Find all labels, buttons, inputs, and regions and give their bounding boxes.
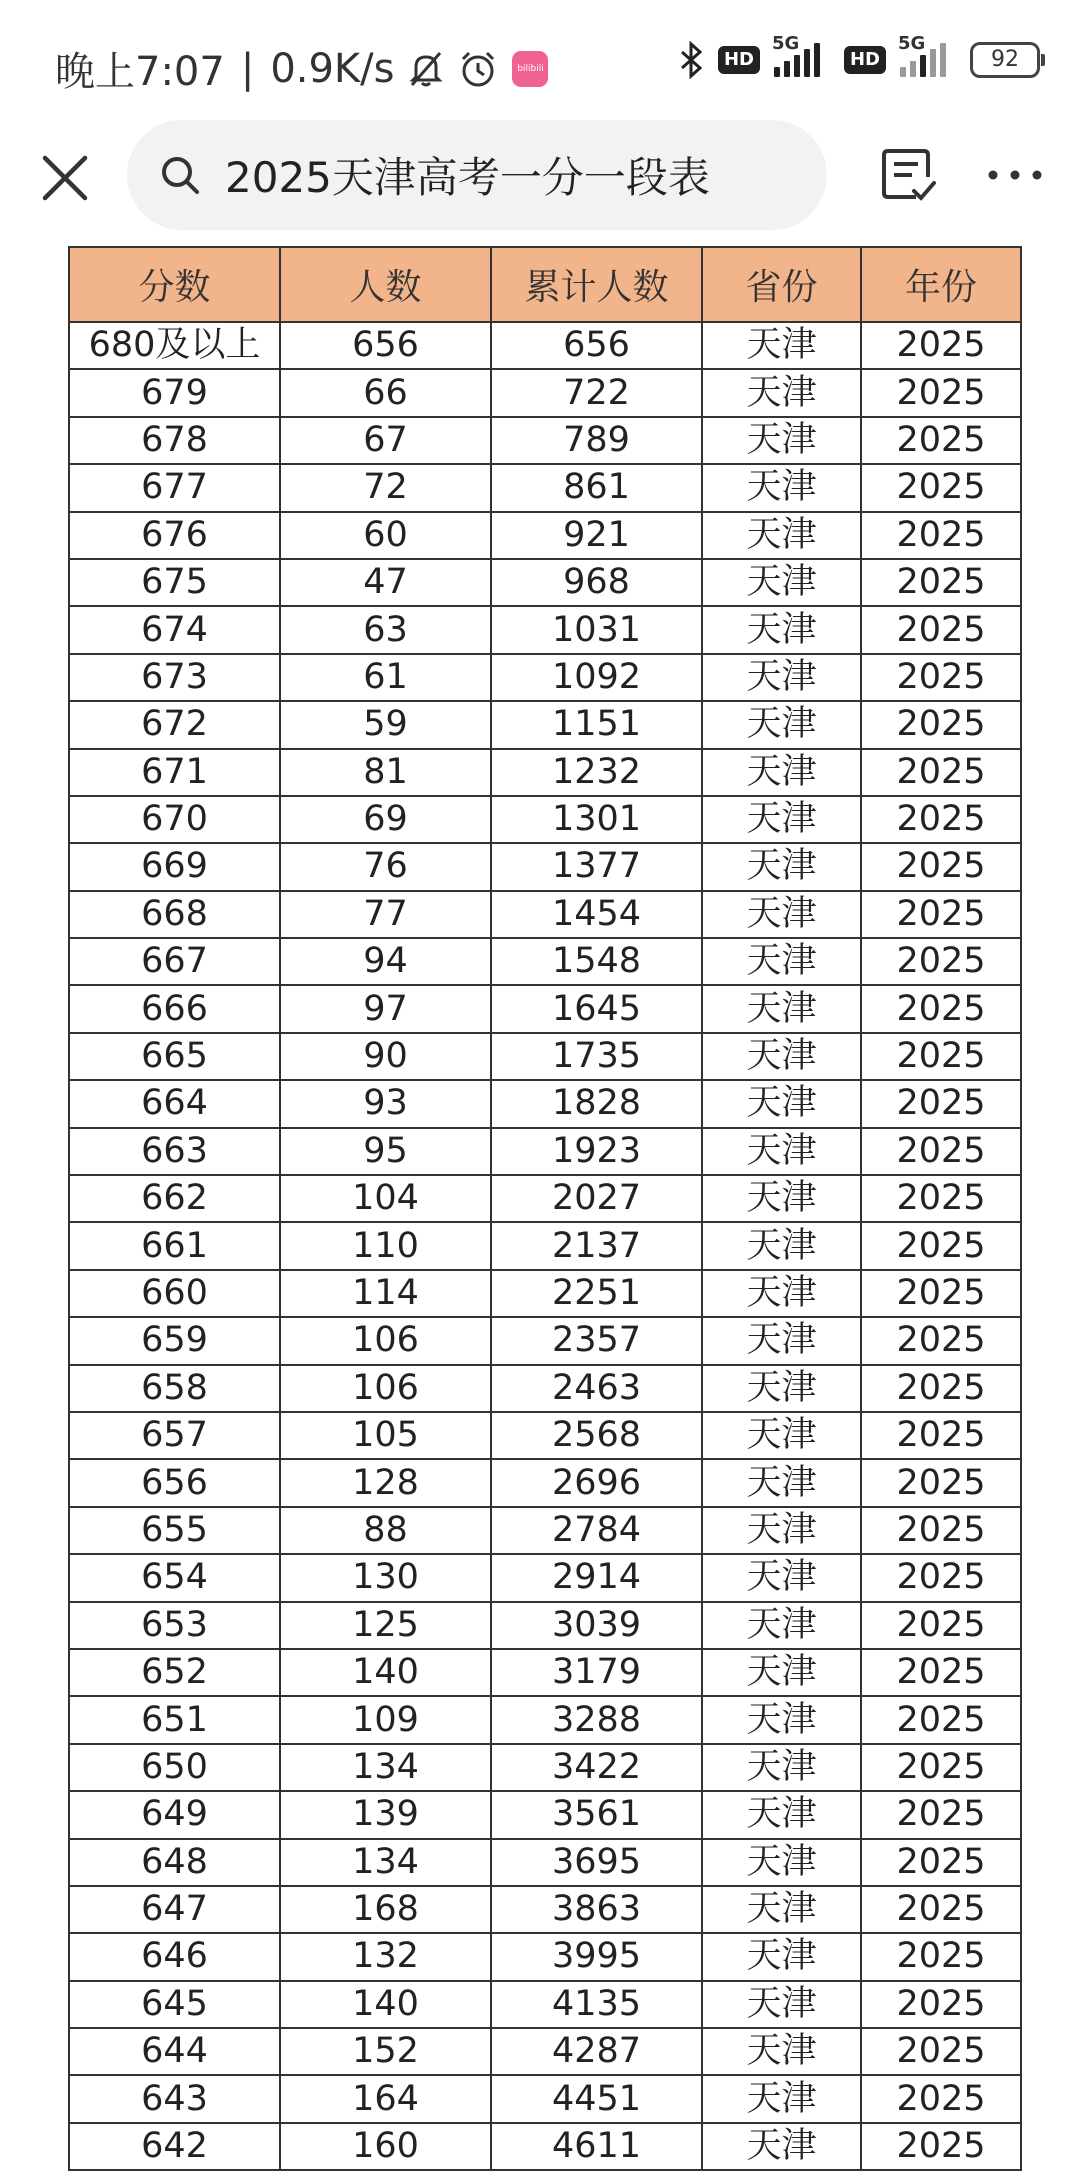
province-cell: 天津 <box>702 938 861 985</box>
cumulative-cell: 2137 <box>491 1222 702 1269</box>
score-cell: 646 <box>69 1933 280 1980</box>
table-row <box>69 1317 1021 1364</box>
status-net-speed: 0.9K/s <box>270 45 395 92</box>
score-cell: 655 <box>69 1507 280 1554</box>
province-cell: 天津 <box>702 559 861 606</box>
province-cell: 天津 <box>702 417 861 464</box>
count-cell: 94 <box>280 938 491 985</box>
province-cell: 天津 <box>702 1602 861 1649</box>
year-cell: 2025 <box>861 1933 1021 1980</box>
count-cell: 81 <box>280 749 491 796</box>
score-cell: 647 <box>69 1886 280 1933</box>
table-row <box>69 2123 1021 2170</box>
province-cell: 天津 <box>702 464 861 511</box>
score-cell: 662 <box>69 1175 280 1222</box>
close-icon[interactable] <box>35 148 95 208</box>
search-query[interactable]: 2025天津高考一分一段表 <box>225 153 710 202</box>
year-cell: 2025 <box>861 1981 1021 2028</box>
cumulative-cell: 1377 <box>491 843 702 890</box>
province-cell: 天津 <box>702 1270 861 1317</box>
province-cell: 天津 <box>702 1886 861 1933</box>
table-row <box>69 322 1021 369</box>
province-cell: 天津 <box>702 369 861 416</box>
year-cell: 2025 <box>861 1222 1021 1269</box>
score-cell: 644 <box>69 2028 280 2075</box>
year-cell: 2025 <box>861 1412 1021 1459</box>
year-cell: 2025 <box>861 464 1021 511</box>
cumulative-cell: 1232 <box>491 749 702 796</box>
count-cell: 656 <box>280 322 491 369</box>
year-cell: 2025 <box>861 1886 1021 1933</box>
table-row <box>69 938 1021 985</box>
score-cell: 676 <box>69 512 280 559</box>
count-cell: 72 <box>280 464 491 511</box>
score-cell: 665 <box>69 1033 280 1080</box>
cumulative-cell: 2784 <box>491 1507 702 1554</box>
hd-badge: HD <box>718 46 760 74</box>
score-cell: 664 <box>69 1080 280 1127</box>
count-cell: 47 <box>280 559 491 606</box>
score-cell: 663 <box>69 1128 280 1175</box>
year-cell: 2025 <box>861 1080 1021 1127</box>
count-cell: 105 <box>280 1412 491 1459</box>
year-cell: 2025 <box>861 2123 1021 2170</box>
score-cell: 673 <box>69 654 280 701</box>
count-cell: 77 <box>280 891 491 938</box>
province-cell: 天津 <box>702 1175 861 1222</box>
cumulative-cell: 1548 <box>491 938 702 985</box>
score-cell: 651 <box>69 1696 280 1743</box>
alarm-icon <box>458 49 498 89</box>
province-cell: 天津 <box>702 2123 861 2170</box>
score-cell: 653 <box>69 1602 280 1649</box>
count-cell: 134 <box>280 1839 491 1886</box>
bilibili-app-icon: bilibili <box>512 51 548 87</box>
province-cell: 天津 <box>702 796 861 843</box>
year-cell: 2025 <box>861 1744 1021 1791</box>
score-cell: 654 <box>69 1554 280 1601</box>
year-cell: 2025 <box>861 1602 1021 1649</box>
year-cell: 2025 <box>861 701 1021 748</box>
score-cell: 656 <box>69 1459 280 1506</box>
header-province: 省份 <box>702 247 861 322</box>
cumulative-cell: 1092 <box>491 654 702 701</box>
table-row <box>69 1744 1021 1791</box>
year-cell: 2025 <box>861 891 1021 938</box>
count-cell: 140 <box>280 1981 491 2028</box>
score-cell: 666 <box>69 985 280 1032</box>
count-cell: 93 <box>280 1080 491 1127</box>
table-row <box>69 1507 1021 1554</box>
year-cell: 2025 <box>861 1791 1021 1838</box>
cumulative-cell: 1454 <box>491 891 702 938</box>
table-row <box>69 1839 1021 1886</box>
table-row <box>69 1602 1021 1649</box>
year-cell: 2025 <box>861 1175 1021 1222</box>
province-cell: 天津 <box>702 1696 861 1743</box>
year-cell: 2025 <box>861 559 1021 606</box>
cumulative-cell: 921 <box>491 512 702 559</box>
more-options-icon[interactable] <box>985 160 1045 190</box>
province-cell: 天津 <box>702 749 861 796</box>
table-row <box>69 1412 1021 1459</box>
table-row <box>69 369 1021 416</box>
year-cell: 2025 <box>861 1033 1021 1080</box>
cumulative-cell: 1301 <box>491 796 702 843</box>
header-count: 人数 <box>280 247 491 322</box>
status-time: 晚上7:07 <box>55 49 225 95</box>
count-cell: 168 <box>280 1886 491 1933</box>
cumulative-cell: 968 <box>491 559 702 606</box>
cumulative-cell: 861 <box>491 464 702 511</box>
status-bar <box>0 0 1080 120</box>
table-row <box>69 749 1021 796</box>
province-cell: 天津 <box>702 1080 861 1127</box>
count-cell: 139 <box>280 1791 491 1838</box>
cumulative-cell: 4135 <box>491 1981 702 2028</box>
cumulative-cell: 4451 <box>491 2075 702 2122</box>
score-cell: 679 <box>69 369 280 416</box>
table-row <box>69 1933 1021 1980</box>
year-cell: 2025 <box>861 322 1021 369</box>
score-cell: 675 <box>69 559 280 606</box>
signal-strength-icon: 5G <box>774 43 830 77</box>
count-cell: 132 <box>280 1933 491 1980</box>
year-cell: 2025 <box>861 938 1021 985</box>
year-cell: 2025 <box>861 1459 1021 1506</box>
cumulative-cell: 2463 <box>491 1365 702 1412</box>
score-distribution-table <box>68 246 1022 2171</box>
cumulative-cell: 722 <box>491 369 702 416</box>
score-cell: 678 <box>69 417 280 464</box>
mute-bell-icon <box>408 49 444 89</box>
count-cell: 152 <box>280 2028 491 2075</box>
score-cell: 672 <box>69 701 280 748</box>
province-cell: 天津 <box>702 1033 861 1080</box>
battery-indicator: 92 <box>970 42 1040 78</box>
count-cell: 106 <box>280 1365 491 1412</box>
cumulative-cell: 1828 <box>491 1080 702 1127</box>
year-cell: 2025 <box>861 1839 1021 1886</box>
year-cell: 2025 <box>861 749 1021 796</box>
table-row <box>69 1128 1021 1175</box>
cumulative-cell: 2251 <box>491 1270 702 1317</box>
score-cell: 669 <box>69 843 280 890</box>
province-cell: 天津 <box>702 1507 861 1554</box>
count-cell: 134 <box>280 1744 491 1791</box>
cumulative-cell: 789 <box>491 417 702 464</box>
table-row <box>69 1649 1021 1696</box>
cumulative-cell: 3863 <box>491 1886 702 1933</box>
year-cell: 2025 <box>861 417 1021 464</box>
cumulative-cell: 1645 <box>491 985 702 1032</box>
table-row <box>69 1033 1021 1080</box>
province-cell: 天津 <box>702 1791 861 1838</box>
cumulative-cell: 2027 <box>491 1175 702 1222</box>
year-cell: 2025 <box>861 2028 1021 2075</box>
count-cell: 63 <box>280 606 491 653</box>
header-score: 分数 <box>69 247 280 322</box>
count-cell: 106 <box>280 1317 491 1364</box>
header-year: 年份 <box>861 247 1021 322</box>
search-icon <box>159 154 201 196</box>
score-cell: 659 <box>69 1317 280 1364</box>
province-cell: 天津 <box>702 1128 861 1175</box>
province-cell: 天津 <box>702 654 861 701</box>
province-cell: 天津 <box>702 512 861 559</box>
province-cell: 天津 <box>702 1412 861 1459</box>
cumulative-cell: 1923 <box>491 1128 702 1175</box>
count-cell: 67 <box>280 417 491 464</box>
score-table-container <box>68 246 1022 2171</box>
province-cell: 天津 <box>702 1744 861 1791</box>
score-cell: 645 <box>69 1981 280 2028</box>
score-cell: 650 <box>69 1744 280 1791</box>
cumulative-cell: 3039 <box>491 1602 702 1649</box>
table-row <box>69 512 1021 559</box>
year-cell: 2025 <box>861 654 1021 701</box>
table-row <box>69 796 1021 843</box>
count-cell: 125 <box>280 1602 491 1649</box>
year-cell: 2025 <box>861 985 1021 1032</box>
count-cell: 130 <box>280 1554 491 1601</box>
table-row <box>69 701 1021 748</box>
count-cell: 140 <box>280 1649 491 1696</box>
province-cell: 天津 <box>702 1981 861 2028</box>
province-cell: 天津 <box>702 1649 861 1696</box>
table-row <box>69 1365 1021 1412</box>
cumulative-cell: 1151 <box>491 701 702 748</box>
table-row <box>69 1080 1021 1127</box>
score-cell: 680及以上 <box>69 322 280 369</box>
count-cell: 66 <box>280 369 491 416</box>
table-row <box>69 2075 1021 2122</box>
table-header-row <box>69 247 1021 322</box>
status-separator: | <box>240 45 255 92</box>
count-cell: 95 <box>280 1128 491 1175</box>
search-input[interactable] <box>127 120 827 230</box>
table-row <box>69 1459 1021 1506</box>
count-cell: 69 <box>280 796 491 843</box>
table-row <box>69 843 1021 890</box>
count-cell: 97 <box>280 985 491 1032</box>
year-cell: 2025 <box>861 1649 1021 1696</box>
province-cell: 天津 <box>702 1222 861 1269</box>
signal-strength-icon-2: 5G <box>900 43 956 77</box>
table-row <box>69 606 1021 653</box>
cumulative-cell: 2357 <box>491 1317 702 1364</box>
cumulative-cell: 2914 <box>491 1554 702 1601</box>
table-row <box>69 2028 1021 2075</box>
table-row <box>69 1886 1021 1933</box>
document-check-icon[interactable] <box>880 147 936 207</box>
score-cell: 667 <box>69 938 280 985</box>
count-cell: 76 <box>280 843 491 890</box>
score-cell: 652 <box>69 1649 280 1696</box>
province-cell: 天津 <box>702 985 861 1032</box>
year-cell: 2025 <box>861 512 1021 559</box>
count-cell: 128 <box>280 1459 491 1506</box>
province-cell: 天津 <box>702 2028 861 2075</box>
province-cell: 天津 <box>702 891 861 938</box>
count-cell: 60 <box>280 512 491 559</box>
province-cell: 天津 <box>702 1365 861 1412</box>
cumulative-cell: 4287 <box>491 2028 702 2075</box>
province-cell: 天津 <box>702 2075 861 2122</box>
table-row <box>69 559 1021 606</box>
score-cell: 677 <box>69 464 280 511</box>
count-cell: 61 <box>280 654 491 701</box>
count-cell: 88 <box>280 1507 491 1554</box>
province-cell: 天津 <box>702 1839 861 1886</box>
table-row <box>69 985 1021 1032</box>
year-cell: 2025 <box>861 606 1021 653</box>
cumulative-cell: 4611 <box>491 2123 702 2170</box>
table-row <box>69 1981 1021 2028</box>
province-cell: 天津 <box>702 1317 861 1364</box>
count-cell: 90 <box>280 1033 491 1080</box>
score-cell: 674 <box>69 606 280 653</box>
table-row <box>69 417 1021 464</box>
table-row <box>69 654 1021 701</box>
year-cell: 2025 <box>861 2075 1021 2122</box>
year-cell: 2025 <box>861 1270 1021 1317</box>
score-cell: 661 <box>69 1222 280 1269</box>
count-cell: 110 <box>280 1222 491 1269</box>
score-cell: 658 <box>69 1365 280 1412</box>
score-cell: 668 <box>69 891 280 938</box>
table-row <box>69 1270 1021 1317</box>
table-body <box>69 322 1021 2170</box>
table-row <box>69 1222 1021 1269</box>
year-cell: 2025 <box>861 1554 1021 1601</box>
cumulative-cell: 3995 <box>491 1933 702 1980</box>
count-cell: 59 <box>280 701 491 748</box>
count-cell: 160 <box>280 2123 491 2170</box>
count-cell: 114 <box>280 1270 491 1317</box>
score-cell: 671 <box>69 749 280 796</box>
province-cell: 天津 <box>702 1459 861 1506</box>
cumulative-cell: 3695 <box>491 1839 702 1886</box>
year-cell: 2025 <box>861 1317 1021 1364</box>
province-cell: 天津 <box>702 606 861 653</box>
cumulative-cell: 3561 <box>491 1791 702 1838</box>
province-cell: 天津 <box>702 843 861 890</box>
table-row <box>69 891 1021 938</box>
score-cell: 660 <box>69 1270 280 1317</box>
count-cell: 109 <box>280 1696 491 1743</box>
table-row <box>69 464 1021 511</box>
year-cell: 2025 <box>861 1696 1021 1743</box>
header-cumulative: 累计人数 <box>491 247 702 322</box>
cumulative-cell: 3179 <box>491 1649 702 1696</box>
province-cell: 天津 <box>702 1933 861 1980</box>
year-cell: 2025 <box>861 843 1021 890</box>
year-cell: 2025 <box>861 796 1021 843</box>
province-cell: 天津 <box>702 1554 861 1601</box>
cumulative-cell: 2696 <box>491 1459 702 1506</box>
score-cell: 657 <box>69 1412 280 1459</box>
score-cell: 670 <box>69 796 280 843</box>
cumulative-cell: 656 <box>491 322 702 369</box>
table-row <box>69 1554 1021 1601</box>
cumulative-cell: 3422 <box>491 1744 702 1791</box>
year-cell: 2025 <box>861 1507 1021 1554</box>
year-cell: 2025 <box>861 1128 1021 1175</box>
table-row <box>69 1696 1021 1743</box>
hd-badge-2: HD <box>844 46 886 74</box>
table-row <box>69 1791 1021 1838</box>
score-cell: 649 <box>69 1791 280 1838</box>
search-header <box>0 120 1080 230</box>
cumulative-cell: 3288 <box>491 1696 702 1743</box>
table-row <box>69 1175 1021 1222</box>
score-cell: 642 <box>69 2123 280 2170</box>
bluetooth-icon <box>678 40 704 80</box>
count-cell: 164 <box>280 2075 491 2122</box>
province-cell: 天津 <box>702 322 861 369</box>
province-cell: 天津 <box>702 701 861 748</box>
cumulative-cell: 1735 <box>491 1033 702 1080</box>
cumulative-cell: 1031 <box>491 606 702 653</box>
score-cell: 643 <box>69 2075 280 2122</box>
cumulative-cell: 2568 <box>491 1412 702 1459</box>
year-cell: 2025 <box>861 369 1021 416</box>
count-cell: 104 <box>280 1175 491 1222</box>
year-cell: 2025 <box>861 1365 1021 1412</box>
score-cell: 648 <box>69 1839 280 1886</box>
